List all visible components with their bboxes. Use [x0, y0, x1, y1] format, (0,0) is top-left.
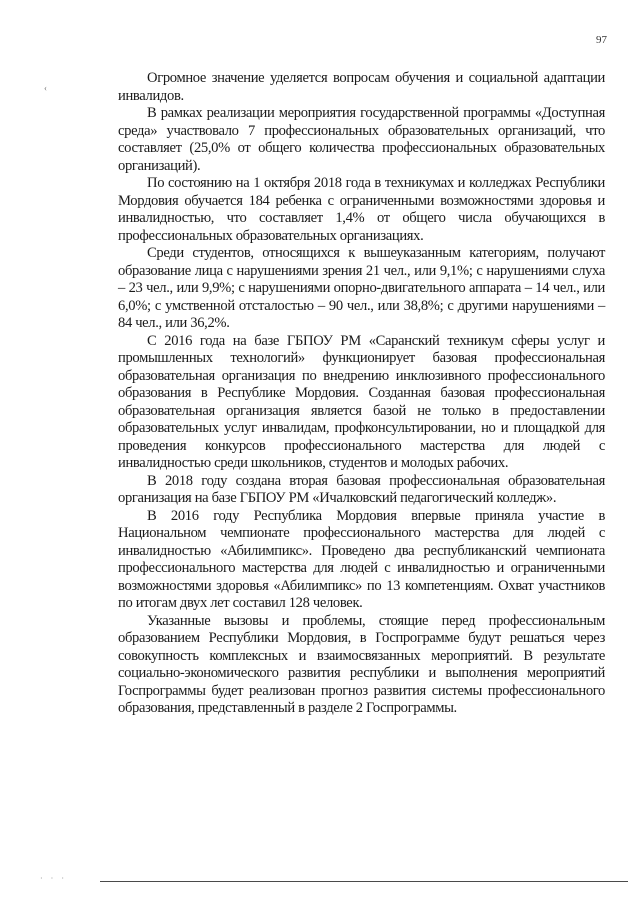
- scan-dots: · · ·: [40, 874, 67, 883]
- paragraph-adaptation: Огромное значение уделяется вопросам обучения и социальной адаптации инвалидов.: [118, 70, 605, 104]
- page-number: 97: [596, 34, 607, 46]
- paragraph-disability-categories: Среди студентов, относящихся к вышеуказанным категориям, получают образование лица с нарушениями зрения 21 чел., или 9,1%; с нарушениями слуха – 23 чел., или 9,9%; с нарушениями опорно-двигательного аппарата – 14 чел., или 6,0%; с умственной отсталостью – 90 чел., или 38,8%; с другими нарушениями – 84 чел., или 36,2%.: [118, 245, 605, 331]
- paragraph-second-base-organization: В 2018 году создана вторая базовая профессиональная образовательная организация на базе ГБПОУ РМ «Ичалковский педагогический колледж».: [118, 472, 605, 506]
- paragraph-challenges: Указанные вызовы и проблемы, стоящие перед профессиональным образованием Республики Мордовия, в Госпрограмме будут решаться через совокупность комплексных и взаимосвязанных мероприятий. В результате социально-экономического развития республики и выполнения мероприятий Госпрограммы будет реализован прогноз развития системы профессионального образования, представленный в разделе 2 Госпрограммы.: [118, 612, 605, 716]
- paragraph-accessible-environment: В рамках реализации мероприятия государственной программы «Доступная среда» участвовало 7 профессиональных образовательных организаций, что составляет (25,0% от общего количества профессиональных образовательных организаций).: [118, 105, 605, 174]
- scan-mark: ‹: [44, 83, 47, 93]
- paragraph-student-count: По состоянию на 1 октября 2018 года в техникумах и колледжах Республики Мордовия обучается 184 ребенка с ограниченными возможностями здоровья и инвалидностью, что составляет 1,4% от общего числа обучающихся в профессиональных образовательных организациях.: [118, 175, 605, 244]
- paragraph-abilympics: В 2016 году Республика Мордовия впервые приняла участие в Национальном чемпионате профессионального мастерства для людей с инвалидностью «Абилимпикс». Проведено два республиканский чемпионата профессионального мастерства для людей с инвалидностью и ограниченными возможностями здоровья «Абилимпикс» по 13 компетенциям. Охват участников по итогам двух лет составил 128 человек.: [118, 507, 605, 611]
- bottom-rule: [100, 881, 628, 882]
- document-body: [118, 70, 605, 718]
- paragraph-base-organization: С 2016 года на базе ГБПОУ РМ «Саранский техникум сферы услуг и промышленных технологий» функционирует базовая профессиональная образовательная организация по внедрению инклюзивного профессионального образования в Республике Мордовия. Созданная базовая профессиональная образовательная организация является базой не только в предоставлении образовательных услуг инвалидам, профконсультировании, но и площадкой для проведения конкурсов профессионального мастерства для людей с инвалидностью среди школьников, студентов и молодых рабочих.: [118, 332, 605, 471]
